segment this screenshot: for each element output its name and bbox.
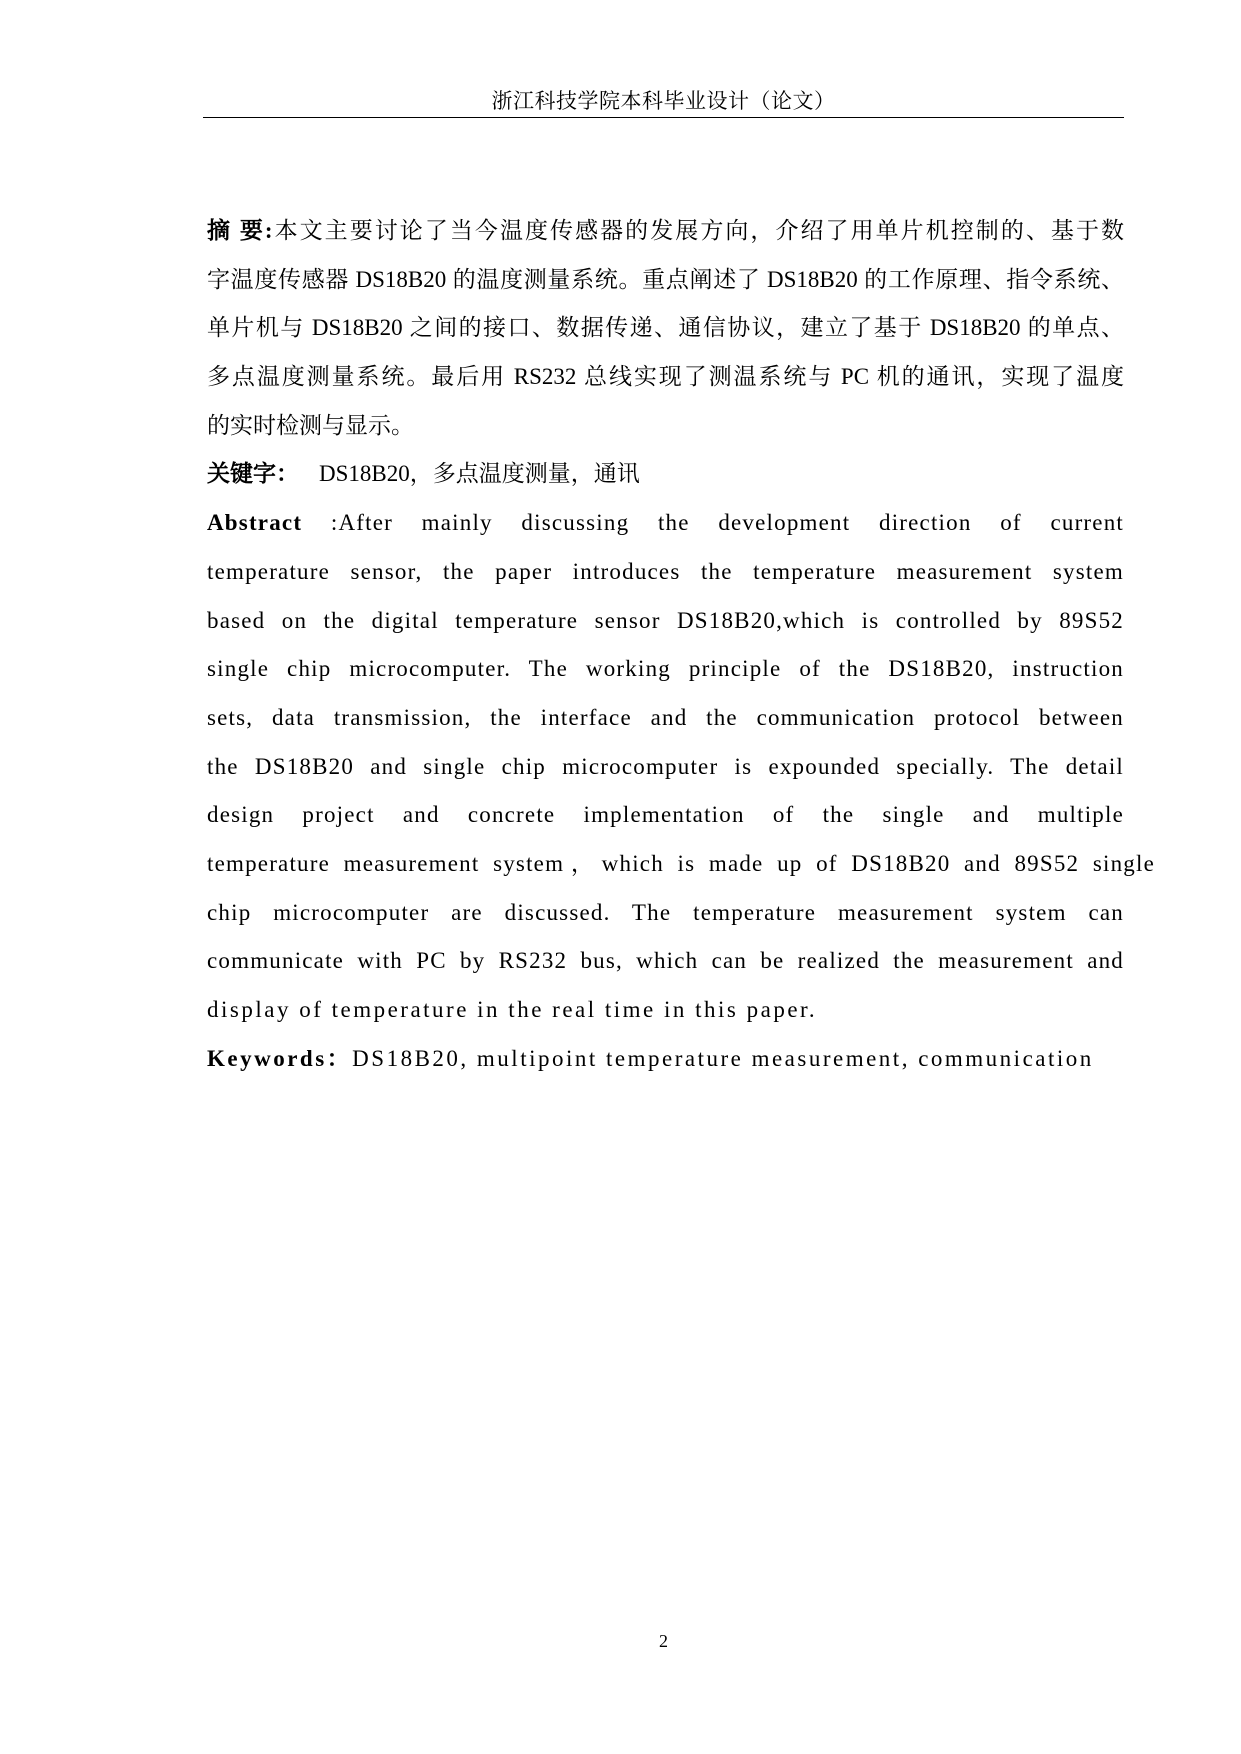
abstract-en-text: :After mainly discussing the development direction of current	[302, 510, 1124, 536]
abstract-en-line: single chip microcomputer. The working principle of the DS18B20, instruction	[207, 656, 1124, 682]
abstract-en-line: chip microcomputer are discussed. The temperature measurement system can	[207, 899, 1124, 925]
abstract-en-line: based on the digital temperature sensor DS18B20,which is controlled by 89S52	[207, 607, 1124, 633]
abstract-en-line	[207, 499, 1124, 548]
abstract-cn-line: 的实时检测与显示。	[207, 412, 414, 438]
keywords-en	[207, 1035, 1124, 1084]
abstract-en-line: sets, data transmission, the interface and the communication protocol between	[207, 704, 1124, 730]
abstract-cn-line	[207, 207, 1124, 256]
abstract-section	[207, 207, 1155, 1083]
abstract-en-line: temperature sensor, the paper introduces the temperature measurement system	[207, 558, 1124, 584]
running-header-title: 浙江科技学院本科毕业设计（论文）	[491, 89, 836, 113]
abstract-en-line: communicate with PC by RS232 bus, which can be realized the measurement and	[207, 948, 1124, 974]
page-number: 2	[659, 1631, 668, 1651]
abstract-en-line: the DS18B20 and single chip microcomputer is expounded specially. The detail	[207, 753, 1124, 779]
abstract-cn-label: 摘 要:	[207, 218, 273, 243]
abstract-cn-text: 本文主要讨论了当今温度传感器的发展方向，介绍了用单片机控制的、基于数	[272, 218, 1124, 243]
abstract-cn-line: 单片机与 DS18B20 之间的接口、数据传递、通信协议，建立了基于 DS18B20 的单点、	[207, 315, 1124, 341]
keywords-en-label: Keywords：	[207, 1045, 353, 1071]
abstract-cn-line: 多点温度测量系统。最后用 RS232 总线实现了测温系统与 PC 机的通讯，实现了温度	[207, 364, 1124, 390]
abstract-en-line: design project and concrete implementation of the single and multiple	[207, 802, 1124, 828]
keywords-cn-text: DS18B20，多点温度测量，通讯	[319, 461, 640, 487]
keywords-cn-label: 关键字：	[207, 461, 299, 487]
keywords-en-text: DS18B20, multipoint temperature measurement, communication	[352, 1045, 1094, 1071]
abstract-en-line: temperature measurement system，which is made up of DS18B20 and 89S52 single	[207, 850, 1155, 876]
abstract-en-line: display of temperature in the real time in this paper.	[207, 997, 818, 1022]
keywords-cn	[207, 450, 1124, 499]
header-rule	[203, 117, 1124, 118]
abstract-cn-line: 字温度传感器 DS18B20 的温度测量系统。重点阐述了 DS18B20 的工作原理、指令系统、	[207, 266, 1124, 292]
abstract-en-label: Abstract	[207, 510, 303, 536]
